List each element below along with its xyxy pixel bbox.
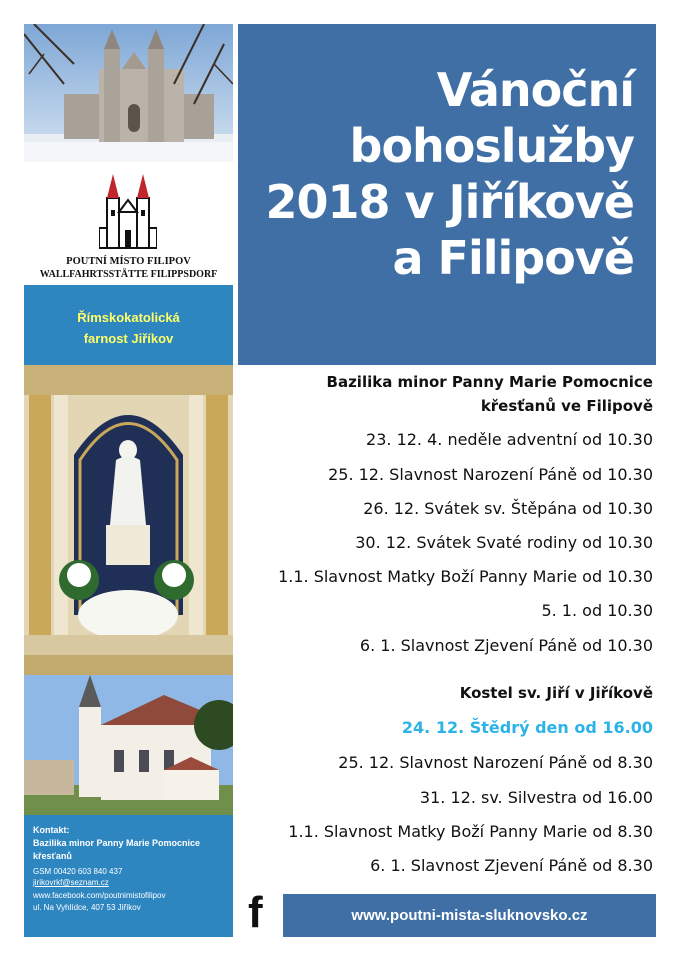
schedule-item: 25. 12. Slavnost Narození Páně od 10.30 [328, 465, 653, 484]
contact-label: Kontakt: [33, 825, 70, 835]
logo-caption-czech: POUTNÍ MÍSTO FILIPOV [66, 256, 191, 267]
facebook-glyph: f [248, 888, 263, 937]
section2-heading: Kostel sv. Jiří v Jiříkově [459, 684, 653, 702]
website-banner[interactable] [283, 894, 656, 937]
parish-box [24, 285, 233, 365]
altar-madonna-photo [24, 365, 233, 675]
contact-name-line2: křesťanů [33, 851, 72, 861]
schedule-item: 1.1. Slavnost Matky Boží Panny Marie od 10.30 [278, 567, 653, 586]
schedule-item: 23. 12. 4. neděle adventní od 10.30 [366, 430, 653, 449]
schedule-item: 6. 1. Slavnost Zjevení Páně od 8.30 [370, 856, 653, 875]
page-title [265, 62, 634, 286]
schedule-item: 25. 12. Slavnost Narození Páně od 8.30 [338, 753, 653, 772]
schedule-item: 6. 1. Slavnost Zjevení Páně od 10.30 [359, 636, 653, 655]
title-line4: a Filipově [392, 231, 634, 285]
facebook-icon[interactable] [248, 888, 272, 937]
basilica-winter-photo [24, 24, 233, 162]
contact-address: ul. Na Vyhlídce, 407 53 Jiříkov [33, 903, 141, 912]
contact-facebook-link[interactable]: www.facebook.com/poutnimistofilipov [33, 891, 166, 900]
schedule-item: 31. 12. sv. Silvestra od 16.00 [419, 788, 653, 807]
contact-name-line1: Bazilika minor Panny Marie Pomocnice [33, 838, 201, 848]
contact-email-link[interactable]: jirikovrkf@seznam.cz [33, 878, 109, 887]
title-box [238, 24, 656, 365]
contact-phone: GSM 00420 603 840 437 [33, 867, 123, 876]
logo-caption-german: WALLFAHRTSSTÄTTE FILIPPSDORF [39, 269, 218, 280]
contact-box [24, 815, 233, 937]
parish-name-line2: farnost Jiříkov [83, 331, 174, 346]
parish-name-line1: Římskokatolická [77, 310, 180, 325]
schedule-item: 1.1. Slavnost Matky Boží Panny Marie od 8.30 [288, 822, 653, 841]
section1-heading-line1: Bazilika minor Panny Marie Pomocnice [326, 373, 653, 391]
website-url-link[interactable]: www.poutni-mista-sluknovsko.cz [351, 907, 588, 924]
schedule-item-highlight: 24. 12. Štědrý den od 16.00 [401, 718, 653, 737]
schedule-item: 30. 12. Svátek Svaté rodiny od 10.30 [355, 533, 653, 552]
title-line1: Vánoční [436, 63, 634, 117]
basilica-logo-icon [99, 170, 157, 250]
title-line2: bohoslužby [349, 119, 634, 173]
schedule-item: 5. 1. od 10.30 [541, 601, 653, 620]
st-george-church-photo [24, 675, 233, 815]
schedule-item: 26. 12. Svátek sv. Štěpána od 10.30 [363, 499, 653, 518]
pilgrimage-logo [24, 162, 233, 285]
section1-heading-line2: křesťanů ve Filipově [480, 397, 653, 415]
title-line3: 2018 v Jiříkově [265, 175, 634, 229]
